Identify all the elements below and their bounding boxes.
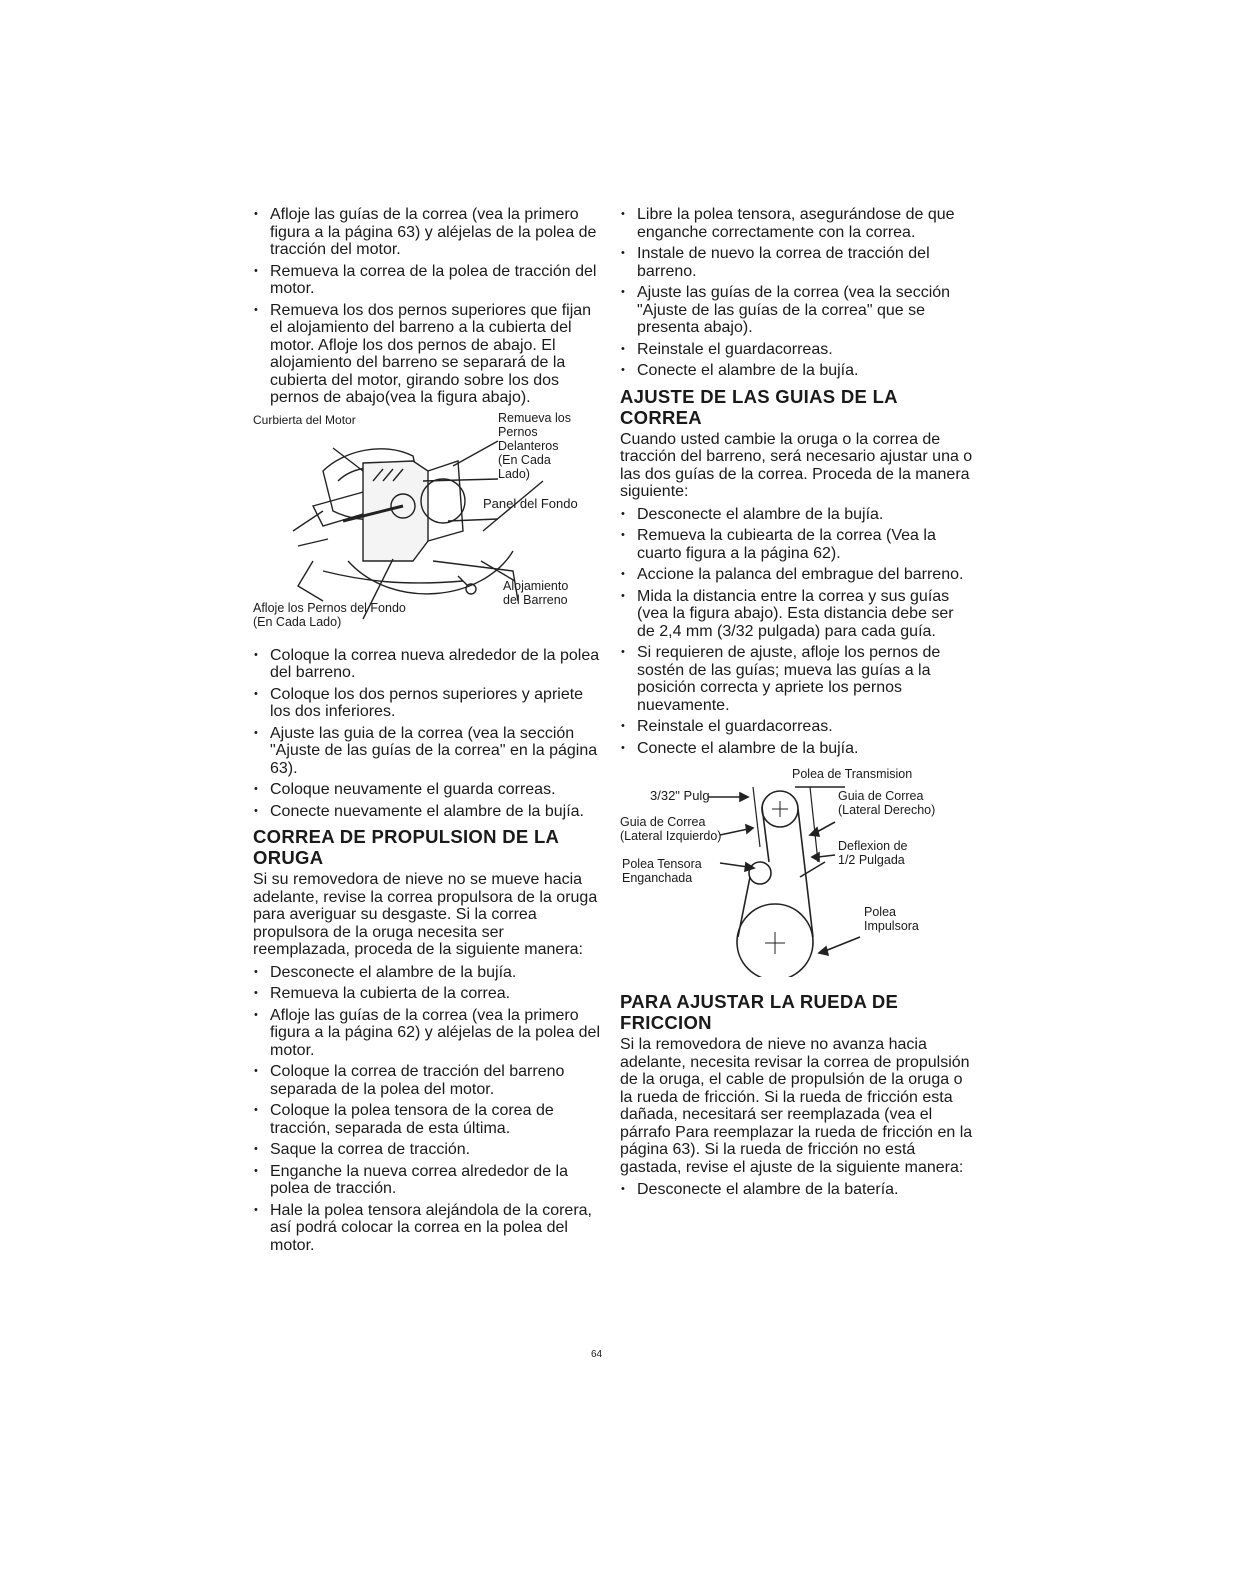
label-deflexion: Deflexion de 1/2 Pulgada <box>838 839 908 867</box>
section-para-friccion: Si la removedora de nieve no avanza hacia adelante, necesita revisar la correa de propulsión de la oruga, el cable de propulsión de la oruga o la rueda de fricción. Si la rueda de fricción esta dañada, necesitará ser reemplazada (vea el párrafo Para reemplazar la rueda de fricción en la página 63). Si la rueda de fricción no está gastada, revise el ajuste de la siguiente manera: <box>620 1036 973 1176</box>
label-alojamiento: Alojamiento del Barreno <box>503 578 569 607</box>
label-panel: Panel del Fondo <box>483 495 578 511</box>
list-item: • Libre la polea tensora, asegurándose de que enganche correctamente con la correa. <box>620 206 975 241</box>
list-item: • Remueva los dos pernos superiores que fijan el alojamiento del barreno a la cubierta del motor. Afloje los dos pernos de abajo. El alojamiento del barreno se separará de la cubierta del motor, girando sobre los dos pernos de abajo(vea la figura abajo). <box>253 302 603 407</box>
section-title-friccion: PARA AJUSTAR LA RUEDA DE FRICCION <box>620 991 899 1033</box>
label-impulsora: Polea Impulsora <box>864 905 919 933</box>
page-number: 64 <box>591 1349 603 1360</box>
list-item: • Si requieren de ajuste, afloje los pernos de sostén de las guías; mueva las guías a la posición correcta y apriete los pernos nuevamente. <box>620 644 975 714</box>
list-item: • Ajuste las guia de la correa (vea la sección "Ajuste de las guías de la correa" en la página 63). <box>253 725 603 778</box>
label-afloje: Afloje los Pernos del Fondo (En Cada Lado) <box>253 600 406 629</box>
list-item: • Afloje las guías de la correa (vea la primero figura a la página 63) y aléjelas de la polea de tracción del motor. <box>253 206 603 259</box>
list-item: • Remueva la cubierta de la correa. <box>253 985 603 1003</box>
list-item: • Coloque los dos pernos superiores y apriete los dos inferiores. <box>253 686 603 721</box>
label-remueva: Remueva los Pernos Delanteros (En Cada Lado) <box>498 410 571 481</box>
belt-guide-figure <box>620 767 975 977</box>
list-item: • Mida la distancia entre la correa y sus guías (vea la figura abajo). Esta distancia debe ser de 2,4 mm (3/32 pulgada) para cada guía. <box>620 588 975 641</box>
list-item: • Desconecte el alambre de la batería. <box>620 1181 975 1199</box>
left-mid-list <box>253 647 603 821</box>
list-item: • Afloje las guías de la correa (vea la primero figura a la página 62) y aléjelas de la polea del motor. <box>253 1007 603 1060</box>
right-column <box>620 206 975 1203</box>
list-item: • Accione la palanca del embrague del barreno. <box>620 566 975 584</box>
label-curbierta: Curbierta del Motor <box>253 412 356 427</box>
list-item: • Remueva la cubiearta de la correa (Vea la cuarto figura a la página 62). <box>620 527 975 562</box>
label-pulg: 3/32" Pulg <box>650 788 710 803</box>
list-item: • Instale de nuevo la correa de tracción del barreno. <box>620 245 975 280</box>
list-item: • Ajuste las guías de la correa (vea la sección "Ajuste de las guías de la correa" que se presenta abajo). <box>620 284 975 337</box>
right-section2-list <box>620 1181 975 1199</box>
auger-housing-figure <box>253 411 603 631</box>
list-item: • Conecte el alambre de la bujía. <box>620 740 975 758</box>
list-item: • Saque la correa de tracción. <box>253 1141 603 1159</box>
section-para-correa: Si su removedora de nieve no se mueve hacia adelante, revise la correa propulsora de la oruga para averiguar su desgaste. Si la correa propulsora de la oruga necesita ser reemplazada, proceda de la siguiente manera: <box>253 871 598 958</box>
right-top-list <box>620 206 975 380</box>
label-polea-transmision: Polea de Transmision <box>792 767 913 781</box>
list-item: • Coloque neuvamente el guarda correas. <box>253 781 603 799</box>
left-column <box>253 206 603 1258</box>
section-para-ajuste: Cuando usted cambie la oruga o la correa de tracción del barreno, será necesario ajustar una o las dos guías de la correa. Proceda de la manera siguiente: <box>620 430 973 500</box>
left-section-list <box>253 964 603 1255</box>
section-title-ajuste: AJUSTE DE LAS GUIAS DE LA CORREA <box>620 385 898 428</box>
right-section1-list <box>620 506 975 758</box>
list-item: • Conecte el alambre de la bujía. <box>620 362 975 380</box>
list-item: • Coloque la correa nueva alrededor de la polea del barreno. <box>253 647 603 682</box>
label-guia-der: Guia de Correa (Lateral Derecho) <box>838 789 936 817</box>
list-item: • Conecte nuevamente el alambre de la bujía. <box>253 803 603 821</box>
list-item: • Coloque la polea tensora de la corea de tracción, separada de esta última. <box>253 1102 603 1137</box>
section-title-correa: CORREA DE PROPULSION DE LA ORUGA <box>253 826 559 868</box>
list-item: • Reinstale el guardacorreas. <box>620 718 975 736</box>
list-item: • Desconecte el alambre de la bujía. <box>253 964 603 982</box>
left-top-list <box>253 206 603 407</box>
list-item: • Remueva la correa de la polea de tracción del motor. <box>253 263 603 298</box>
list-item: • Reinstale el guardacorreas. <box>620 341 975 359</box>
list-item: • Hale la polea tensora alejándola de la corera, así podrá colocar la correa en la polea del motor. <box>253 1202 603 1255</box>
list-item: • Desconecte el alambre de la bujía. <box>620 506 975 524</box>
label-tensora: Polea Tensora Enganchada <box>622 857 702 885</box>
list-item: • Enganche la nueva correa alrededor de la polea de tracción. <box>253 1163 603 1198</box>
label-guia-izq: Guia de Correa (Lateral Izquierdo) <box>620 815 722 843</box>
list-item: • Coloque la correa de tracción del barreno separada de la polea del motor. <box>253 1063 603 1098</box>
